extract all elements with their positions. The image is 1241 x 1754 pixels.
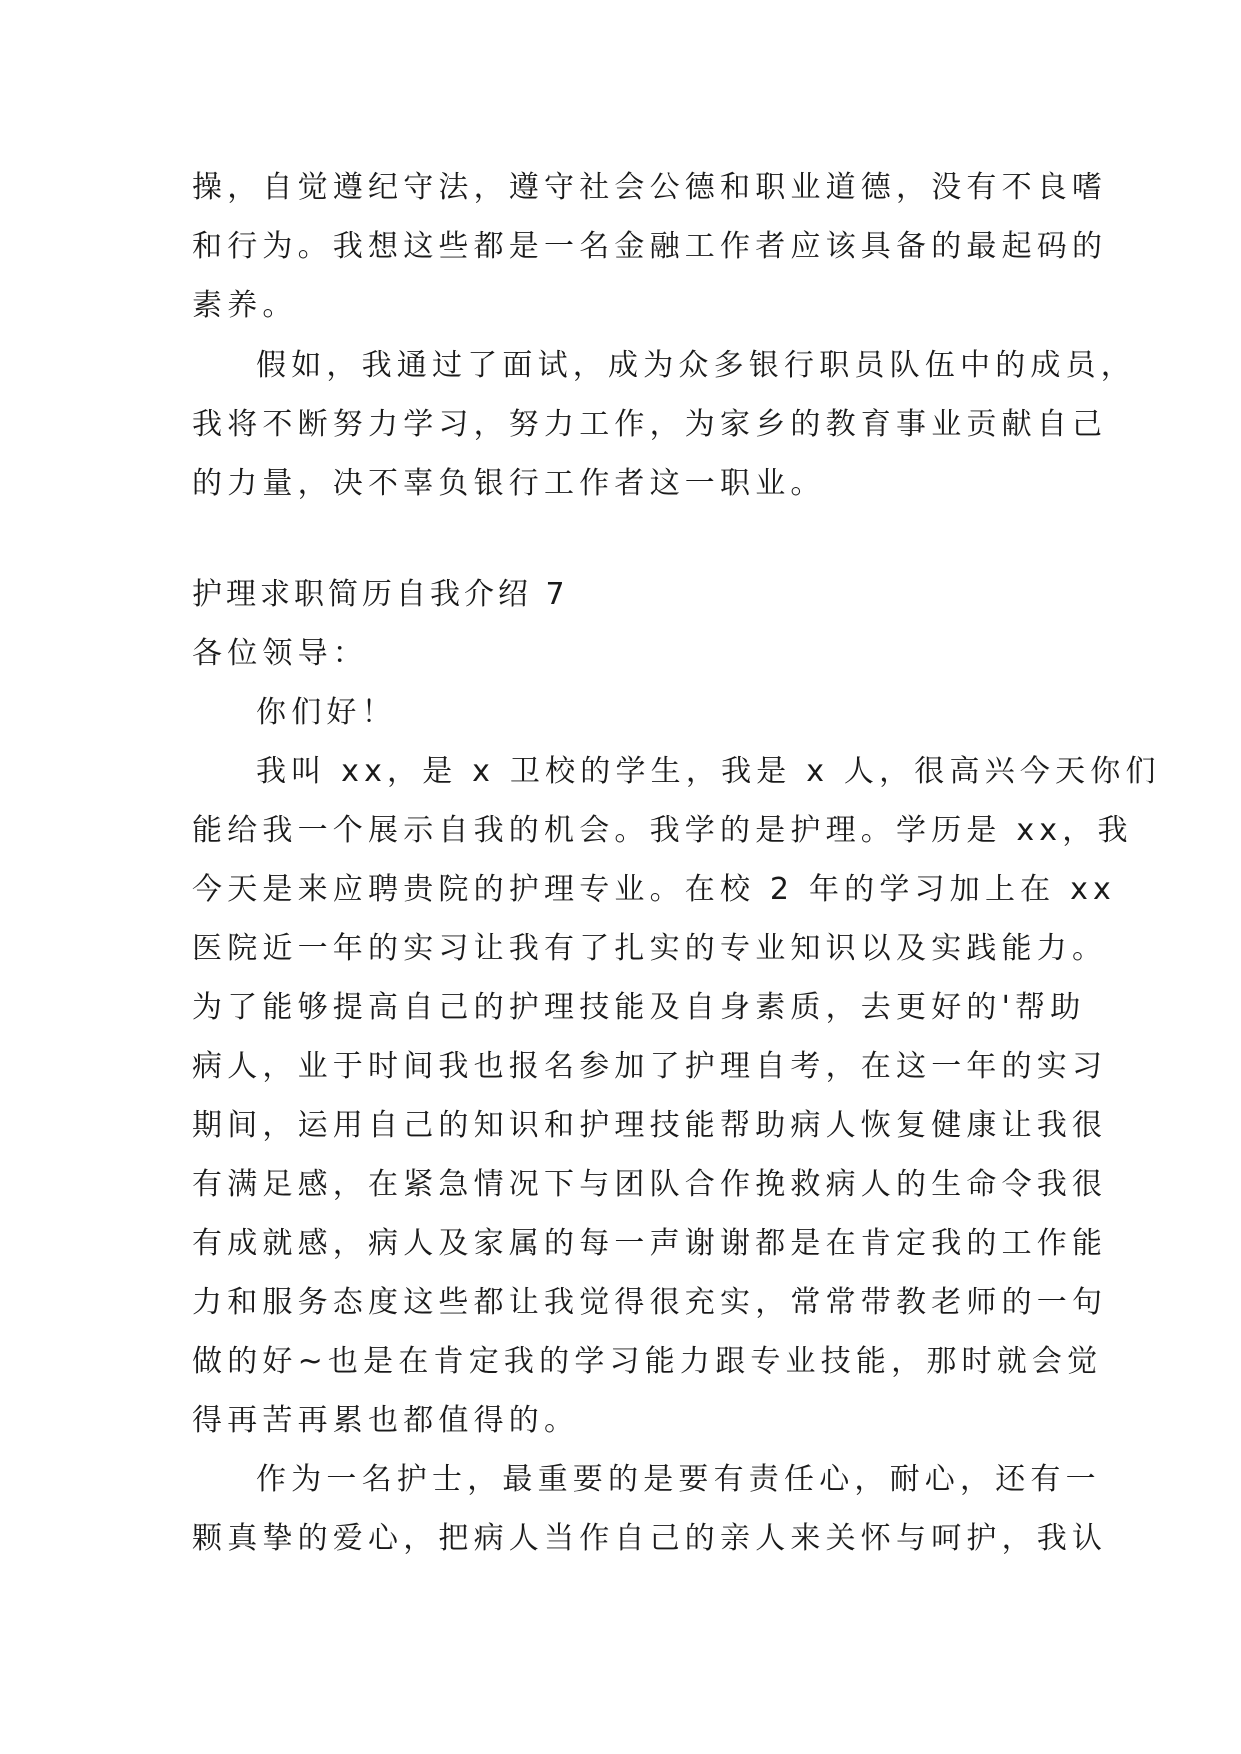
paragraph-2: [192, 336, 1136, 513]
paragraph-1: [192, 158, 1108, 335]
text-line: 医院近一年的实习让我有了扎实的专业知识以及实践能力。: [192, 931, 1108, 966]
text-line: 素养。: [192, 288, 298, 323]
text-line: 期间，运用自己的知识和护理技能帮助病人恢复健康让我很: [192, 1108, 1108, 1143]
greeting: 你们好！: [256, 695, 397, 730]
text-line: 病人，业于时间我也报名参加了护理自考，在这一年的实习: [192, 1049, 1108, 1084]
section-title: 护理求职简历自我介绍 7: [192, 577, 569, 612]
text-line: 为了能够提高自己的护理技能及自身素质，去更好的'帮助: [192, 990, 1086, 1025]
text-line: 我将不断努力学习，努力工作，为家乡的教育事业贡献自己: [192, 407, 1108, 442]
text-line: 今天是来应聘贵院的护理专业。在校 2 年的学习加上在 xx: [192, 872, 1117, 907]
text-line: 力和服务态度这些都让我觉得很充实，常常带教老师的一句: [192, 1285, 1108, 1320]
text-line: 假如，我通过了面试，成为众多银行职员队伍中的成员，: [256, 348, 1136, 383]
text-line: 我叫 xx，是 x 卫校的学生，我是 x 人，很高兴今天你们: [256, 754, 1161, 789]
text-line: 操，自觉遵纪守法，遵守社会公德和职业道德，没有不良嗜: [192, 170, 1108, 205]
text-line: 能给我一个展示自我的机会。我学的是护理。学历是 xx，我: [192, 813, 1133, 848]
text-line: 作为一名护士，最重要的是要有责任心，耐心，还有一: [256, 1462, 1101, 1497]
salutation: 各位领导：: [192, 636, 368, 671]
text-line: 得再苦再累也都值得的。: [192, 1403, 580, 1438]
cover-letter: [192, 565, 1161, 1568]
text-line: 有成就感，病人及家属的每一声谢谢都是在肯定我的工作能: [192, 1226, 1108, 1261]
text-line: 颗真挚的爱心，把病人当作自己的亲人来关怀与呵护，我认: [192, 1521, 1108, 1556]
text-line: 的力量，决不辜负银行工作者这一职业。: [192, 466, 826, 501]
text-line: 有满足感，在紧急情况下与团队合作挽救病人的生命令我很: [192, 1167, 1108, 1202]
text-line: 和行为。我想这些都是一名金融工作者应该具备的最起码的: [192, 229, 1108, 264]
text-line: 做的好~也是在肯定我的学习能力跟专业技能，那时就会觉: [192, 1344, 1103, 1379]
